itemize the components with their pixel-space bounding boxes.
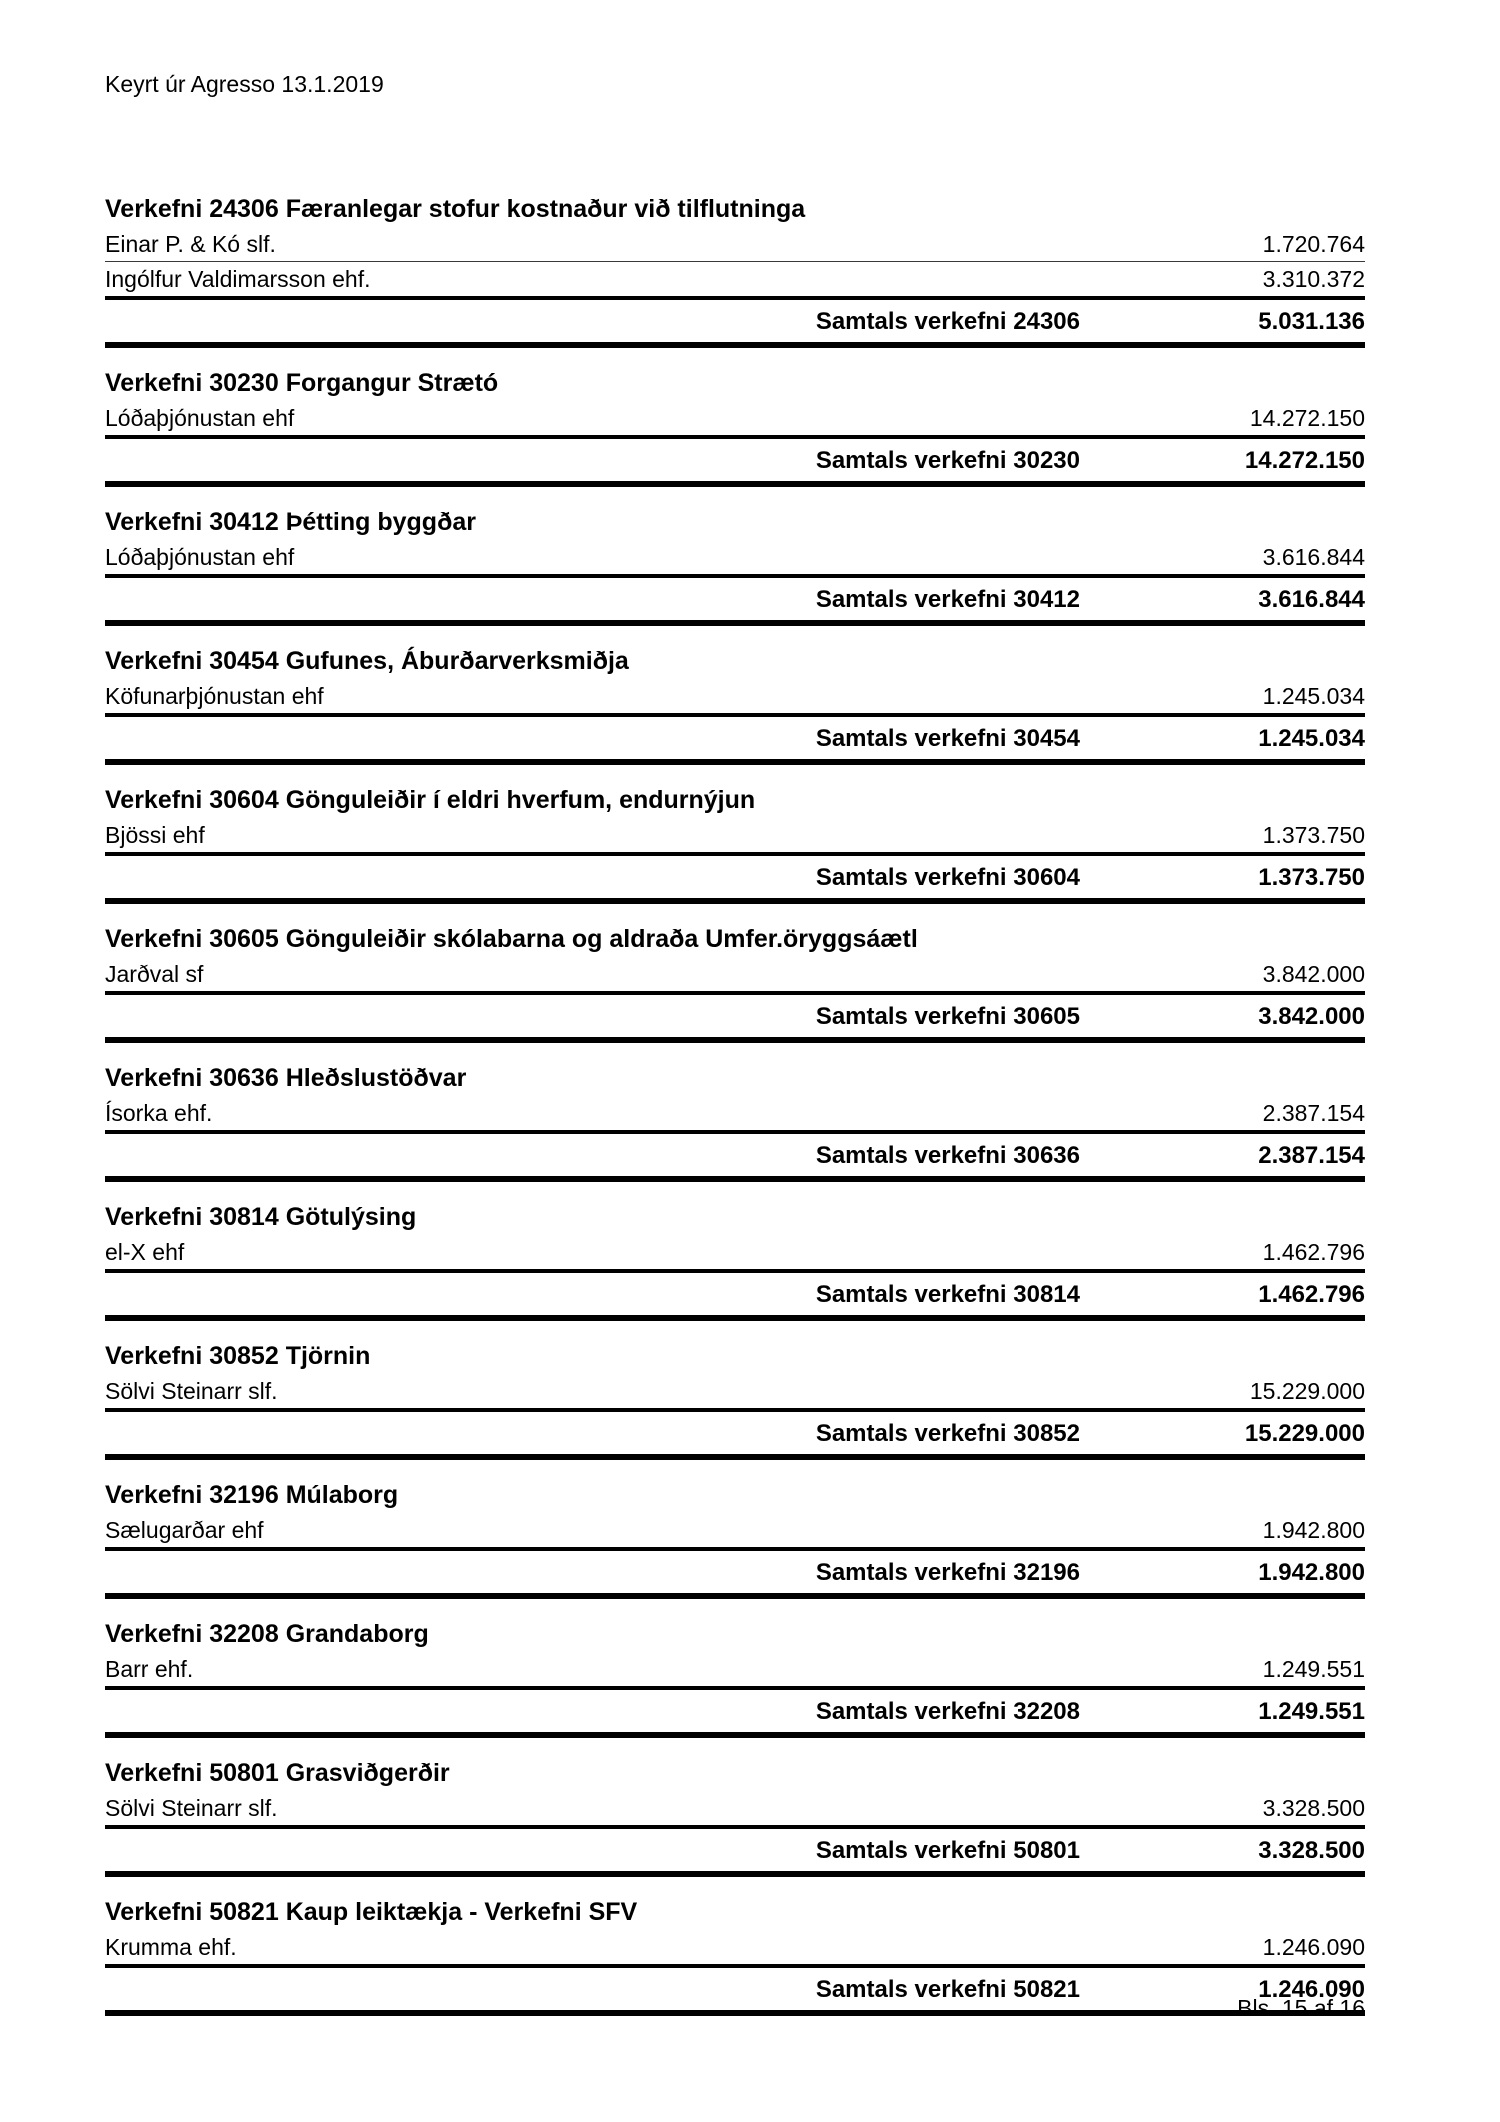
- vendor-name: Krumma ehf.: [105, 1934, 237, 1960]
- vendor-row: [105, 1096, 1365, 1134]
- vendor-row: [105, 1235, 1365, 1273]
- section-total-amount: 1.249.551: [1258, 1698, 1365, 1725]
- section-total-row: [105, 300, 1365, 342]
- vendor-name: Einar P. & Kó slf.: [105, 231, 276, 257]
- vendor-rows: [105, 1652, 1365, 1690]
- vendor-rows: [105, 1374, 1365, 1412]
- section-total-amount: 2.387.154: [1258, 1142, 1365, 1169]
- vendor-rows: [105, 540, 1365, 578]
- project-heading: Verkefni 30412 Þétting byggðar: [105, 508, 476, 536]
- project-heading: Verkefni 30852 Tjörnin: [105, 1342, 371, 1370]
- vendor-row: [105, 1374, 1365, 1412]
- project-heading: Verkefni 32208 Grandaborg: [105, 1620, 429, 1648]
- vendor-rows: [105, 227, 1365, 300]
- vendor-row: [105, 679, 1365, 717]
- vendor-rows: [105, 1235, 1365, 1273]
- project-heading: Verkefni 30230 Forgangur Strætó: [105, 369, 499, 397]
- section-end-rule: [105, 1871, 1365, 1877]
- section-total-label: Samtals verkefni 30852: [815, 1420, 1080, 1447]
- vendor-amount: 3.328.500: [1262, 1795, 1365, 1821]
- vendor-amount: 1.249.551: [1262, 1656, 1365, 1682]
- section-total-label: Samtals verkefni 30454: [815, 725, 1080, 752]
- section-total-row: [105, 578, 1365, 620]
- project-section: [105, 1897, 1365, 2016]
- section-total-row: [105, 1690, 1365, 1732]
- vendor-name: Lóðaþjónustan ehf: [105, 405, 295, 431]
- project-section: [105, 368, 1365, 487]
- section-total-amount: 14.272.150: [1244, 447, 1365, 474]
- section-end-rule: [105, 1037, 1365, 1043]
- project-section: [105, 1202, 1365, 1321]
- section-total-row: [105, 1829, 1365, 1871]
- vendor-row: [105, 1513, 1365, 1551]
- section-end-rule: [105, 759, 1365, 765]
- section-total-row: [105, 439, 1365, 481]
- vendor-amount: 3.310.372: [1262, 266, 1365, 292]
- vendor-amount: 15.229.000: [1249, 1378, 1365, 1404]
- vendor-name: Sölvi Steinarr slf.: [105, 1378, 278, 1404]
- section-total-label: Samtals verkefni 32208: [815, 1698, 1080, 1725]
- section-total-label: Samtals verkefni 30412: [815, 586, 1080, 613]
- vendor-name: el-X ehf: [105, 1239, 185, 1265]
- vendor-rows: [105, 679, 1365, 717]
- vendor-rows: [105, 1096, 1365, 1134]
- vendor-amount: 1.720.764: [1262, 231, 1365, 257]
- project-heading: Verkefni 30814 Götulýsing: [105, 1203, 417, 1231]
- section-total-label: Samtals verkefni 50801: [815, 1837, 1080, 1864]
- vendor-amount: 1.462.796: [1262, 1239, 1365, 1265]
- vendor-amount: 2.387.154: [1262, 1100, 1365, 1126]
- project-section: [105, 1480, 1365, 1599]
- page-number: Bls. 15 af 16: [1237, 1995, 1365, 2021]
- project-heading: Verkefni 30605 Gönguleiðir skólabarna og aldraða Umfer.öryggsáætl: [105, 925, 918, 953]
- vendor-name: Barr ehf.: [105, 1656, 194, 1682]
- vendor-name: Jarðval sf: [105, 961, 204, 987]
- section-total-amount: 5.031.136: [1258, 308, 1365, 335]
- section-total-amount: 3.616.844: [1258, 586, 1365, 613]
- project-section: [105, 785, 1365, 904]
- section-total-label: Samtals verkefni 30814: [815, 1281, 1080, 1308]
- section-total-row: [105, 856, 1365, 898]
- section-end-rule: [105, 1593, 1365, 1599]
- vendor-name: Ingólfur Valdimarsson ehf.: [105, 266, 371, 292]
- section-total-row: [105, 1551, 1365, 1593]
- section-total-amount: 1.373.750: [1258, 864, 1365, 891]
- section-total-amount: 3.842.000: [1258, 1003, 1365, 1030]
- section-total-label: Samtals verkefni 32196: [815, 1559, 1080, 1586]
- report-sections: [105, 194, 1365, 2016]
- section-total-row: [105, 717, 1365, 759]
- vendor-row: [105, 227, 1365, 262]
- vendor-amount: 1.942.800: [1262, 1517, 1365, 1543]
- section-total-amount: 1.462.796: [1258, 1281, 1365, 1308]
- project-section: [105, 1758, 1365, 1877]
- section-total-label: Samtals verkefni 24306: [815, 308, 1080, 335]
- section-total-amount: 1.245.034: [1258, 725, 1365, 752]
- vendor-rows: [105, 1930, 1365, 1968]
- vendor-row: [105, 957, 1365, 995]
- vendor-row: [105, 1930, 1365, 1968]
- vendor-name: Köfunarþjónustan ehf: [105, 683, 324, 709]
- section-total-label: Samtals verkefni 50821: [815, 1976, 1080, 2003]
- vendor-row: [105, 401, 1365, 439]
- project-section: [105, 1063, 1365, 1182]
- section-total-row: [105, 1134, 1365, 1176]
- vendor-rows: [105, 401, 1365, 439]
- section-end-rule: [105, 2010, 1365, 2016]
- vendor-rows: [105, 957, 1365, 995]
- section-end-rule: [105, 1732, 1365, 1738]
- vendor-row: [105, 1791, 1365, 1829]
- section-total-label: Samtals verkefni 30604: [815, 864, 1080, 891]
- project-heading: Verkefni 24306 Færanlegar stofur kostnaður við tilflutninga: [105, 195, 806, 223]
- vendor-amount: 1.245.034: [1262, 683, 1365, 709]
- project-section: [105, 1341, 1365, 1460]
- section-end-rule: [105, 620, 1365, 626]
- project-heading: Verkefni 30454 Gufunes, Áburðarverksmiðja: [105, 647, 629, 675]
- vendor-rows: [105, 1513, 1365, 1551]
- vendor-row: [105, 262, 1365, 300]
- vendor-name: Bjössi ehf: [105, 822, 205, 848]
- section-total-amount: 3.328.500: [1258, 1837, 1365, 1864]
- project-heading: Verkefni 30636 Hleðslustöðvar: [105, 1064, 467, 1092]
- project-section: [105, 1619, 1365, 1738]
- vendor-amount: 1.373.750: [1262, 822, 1365, 848]
- vendor-name: Ísorka ehf.: [105, 1100, 213, 1126]
- section-end-rule: [105, 1315, 1365, 1321]
- section-end-rule: [105, 1454, 1365, 1460]
- vendor-rows: [105, 818, 1365, 856]
- vendor-row: [105, 1652, 1365, 1690]
- section-total-row: [105, 995, 1365, 1037]
- section-end-rule: [105, 481, 1365, 487]
- section-total-amount: 1.942.800: [1258, 1559, 1365, 1586]
- project-heading: Verkefni 50821 Kaup leiktækja - Verkefni SFV: [105, 1898, 638, 1926]
- section-total-label: Samtals verkefni 30230: [815, 447, 1080, 474]
- section-end-rule: [105, 342, 1365, 348]
- vendor-amount: 1.246.090: [1262, 1934, 1365, 1960]
- run-header: Keyrt úr Agresso 13.1.2019: [105, 71, 384, 97]
- project-section: [105, 646, 1365, 765]
- section-end-rule: [105, 898, 1365, 904]
- vendor-row: [105, 818, 1365, 856]
- vendor-rows: [105, 1791, 1365, 1829]
- section-total-row: [105, 1273, 1365, 1315]
- project-section: [105, 507, 1365, 626]
- section-total-amount: 1.246.090: [1258, 1976, 1365, 2003]
- vendor-amount: 14.272.150: [1249, 405, 1365, 431]
- section-total-amount: 15.229.000: [1244, 1420, 1365, 1447]
- project-section: [105, 924, 1365, 1043]
- vendor-name: Sölvi Steinarr slf.: [105, 1795, 278, 1821]
- vendor-name: Lóðaþjónustan ehf: [105, 544, 295, 570]
- vendor-amount: 3.616.844: [1262, 544, 1365, 570]
- section-total-row: [105, 1412, 1365, 1454]
- vendor-name: Sælugarðar ehf: [105, 1517, 264, 1543]
- section-total-label: Samtals verkefni 30636: [815, 1142, 1080, 1169]
- vendor-row: [105, 540, 1365, 578]
- project-heading: Verkefni 50801 Grasviðgerðir: [105, 1759, 450, 1787]
- project-heading: Verkefni 32196 Múlaborg: [105, 1481, 399, 1509]
- section-end-rule: [105, 1176, 1365, 1182]
- project-heading: Verkefni 30604 Gönguleiðir í eldri hverfum, endurnýjun: [105, 786, 756, 814]
- section-total-row: [105, 1968, 1365, 2010]
- vendor-amount: 3.842.000: [1262, 961, 1365, 987]
- project-section: [105, 194, 1365, 348]
- section-total-label: Samtals verkefni 30605: [815, 1003, 1080, 1030]
